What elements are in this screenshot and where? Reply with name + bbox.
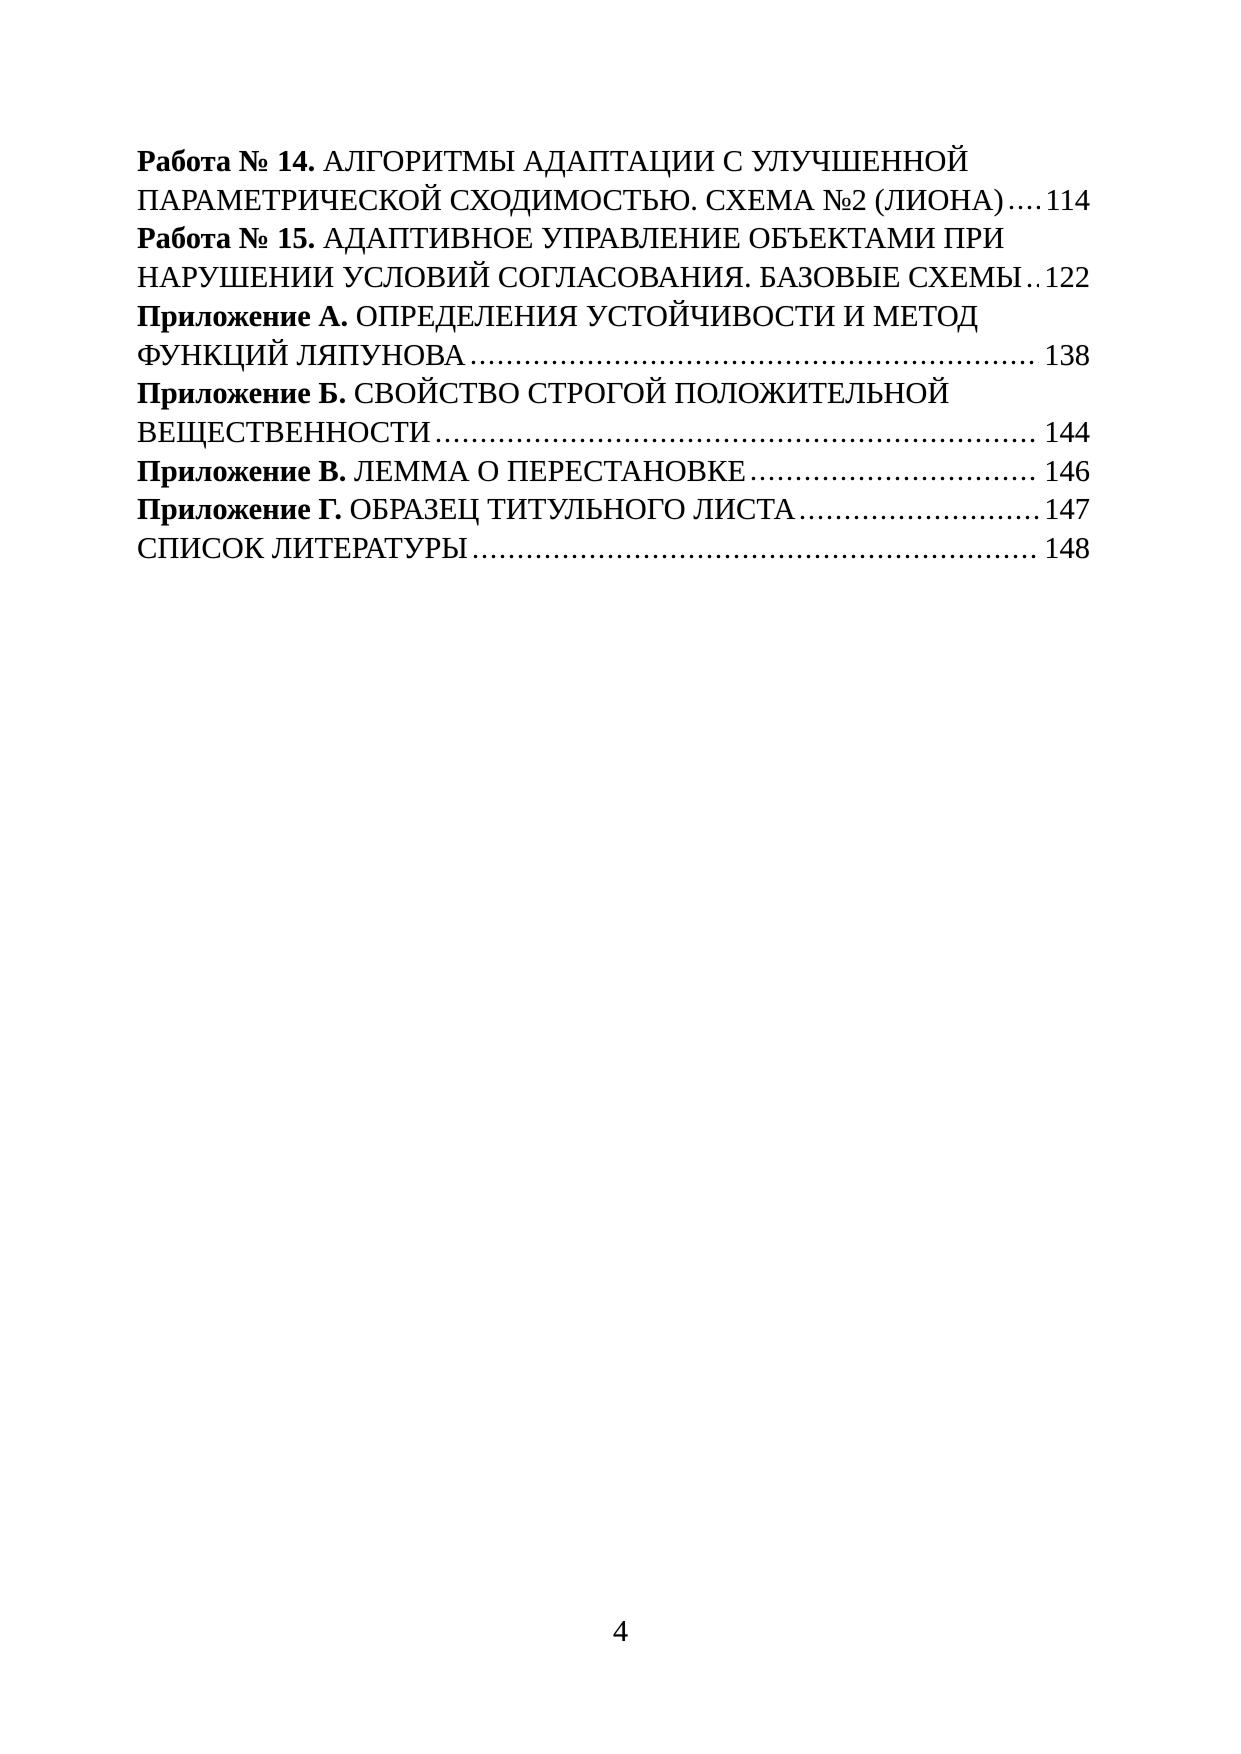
toc-entry-line1 [137,452,1090,491]
toc-entry-line1 [137,142,1090,181]
toc-entry-line1 [137,297,1090,336]
toc-entry-prefix: Приложение В. [137,453,347,488]
dot-leader [471,529,1039,568]
dot-leader [749,452,1039,491]
toc-entry-prefix: Приложение Б. [137,376,347,411]
dot-leader [1007,181,1041,220]
toc-entry-line1 [137,374,1090,413]
table-of-contents [137,142,1090,568]
toc-page-number: 147 [1044,492,1090,527]
toc-entry-line2 [137,258,1090,297]
toc-entry-line2 [137,336,1090,375]
footer-page-number: 4 [612,1614,629,1648]
page-footer [0,1612,1241,1651]
toc-entry-title: ОБРАЗЕЦ ТИТУЛЬНОГО ЛИСТА [349,492,796,527]
toc-entry-title: АЛГОРИТМЫ АДАПТАЦИИ С УЛУЧШЕННОЙ [322,144,969,178]
toc-entry [137,374,1090,451]
dot-leader [1025,258,1039,297]
dot-leader [798,490,1039,529]
toc-entry-title-continuation: ВЕЩЕСТВЕННОСТИ [137,414,431,449]
toc-page-number: 148 [1044,531,1090,566]
toc-entry-title: СПИСОК ЛИТЕРАТУРЫ [137,531,468,566]
dot-leader [434,413,1039,452]
toc-entry-title: СВОЙСТВО СТРОГОЙ ПОЛОЖИТЕЛЬНОЙ [353,376,950,411]
toc-entry [137,490,1090,529]
toc-page-number: 114 [1045,182,1090,217]
toc-page-number: 146 [1044,453,1090,488]
toc-page-number: 144 [1044,414,1090,449]
toc-entry-title-continuation: ПАРАМЕТРИЧЕСКОЙ СХОДИМОСТЬЮ. СХЕМА №2 (ЛИОНА) [137,182,1004,217]
toc-entry-title: ЛЕММА О ПЕРЕСТАНОВКЕ [354,453,746,488]
toc-entry-line2 [137,181,1090,220]
toc-entry-line1 [137,529,1090,568]
toc-entry [137,529,1090,568]
toc-entry-prefix: Работа № 15. [137,221,316,256]
toc-entry-title-continuation: ФУНКЦИЙ ЛЯПУНОВА [137,337,466,372]
toc-page-number: 138 [1044,337,1090,372]
toc-page-number: 122 [1044,260,1090,295]
toc-entry [137,297,1090,374]
dot-leader [469,336,1040,375]
toc-entry [137,142,1090,219]
toc-entry-prefix: Работа № 14. [137,144,316,178]
toc-entry-line2 [137,413,1090,452]
toc-entry-prefix: Приложение А. [137,298,349,333]
toc-entry-title-continuation: НАРУШЕНИИ УСЛОВИЙ СОГЛАСОВАНИЯ. БАЗОВЫЕ СХЕМЫ [137,260,1023,295]
toc-entry-title: АДАПТИВНОЕ УПРАВЛЕНИЕ ОБЪЕКТАМИ ПРИ [322,221,1005,256]
toc-entry-title: ОПРЕДЕЛЕНИЯ УСТОЙЧИВОСТИ И МЕТОД [355,298,979,333]
toc-entry-prefix: Приложение Г. [137,492,343,527]
toc-entry-line1 [137,490,1090,529]
toc-entry [137,219,1090,296]
toc-entry [137,452,1090,491]
toc-entry-line1 [137,219,1090,258]
